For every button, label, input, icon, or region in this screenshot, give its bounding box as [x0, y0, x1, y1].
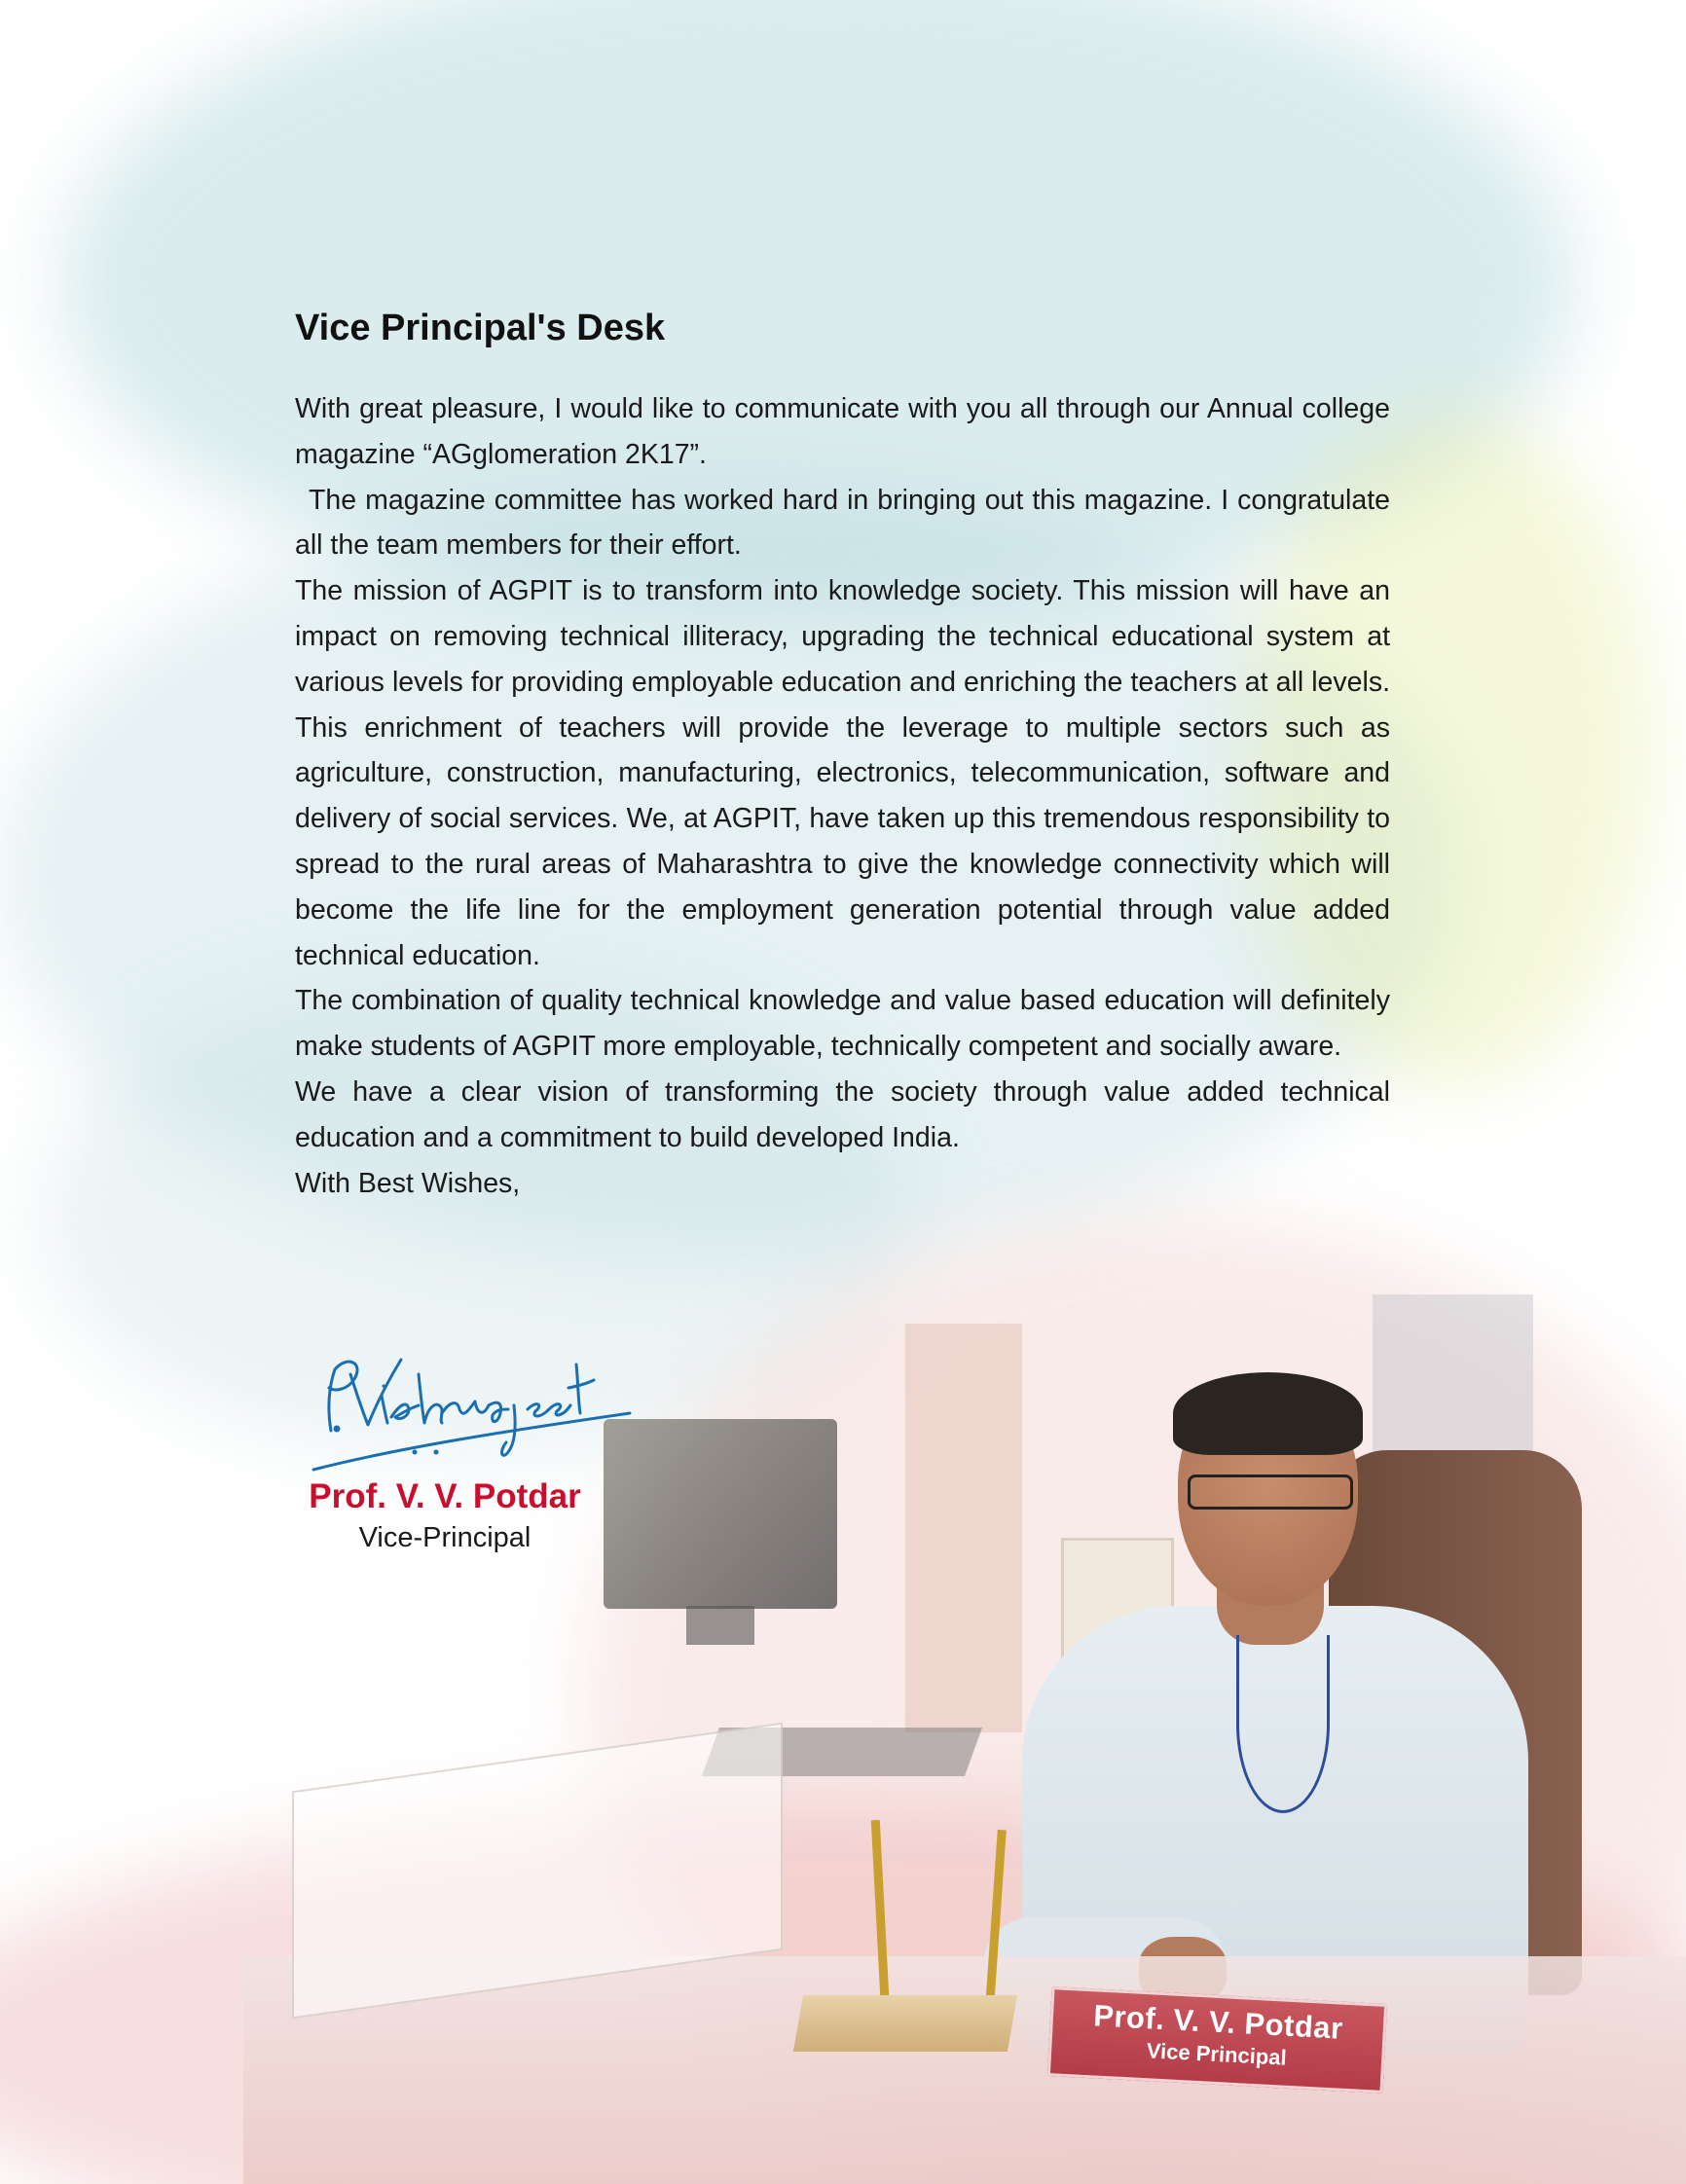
nameplate-role: Vice Principal [1146, 2038, 1288, 2070]
signatory-role: Vice-Principal [358, 1522, 531, 1553]
paragraph: We have a clear vision of transforming the society through value added technical education and a commitment to build developed India. [295, 1075, 1390, 1153]
page-title: Vice Principal's Desk [295, 308, 666, 348]
paragraph: With great pleasure, I would like to communicate with you all through our Annual college magazine “AGglomeration 2K17”. [295, 393, 1390, 470]
closing: With Best Wishes, [295, 1167, 521, 1199]
vice-principal-photo [983, 1372, 1567, 2054]
handwritten-signature [294, 1316, 635, 1472]
letter [295, 308, 1390, 1206]
nameplate-name: Prof. V. V. Potdar [1092, 1998, 1344, 2046]
computer-monitor [604, 1419, 837, 1609]
letter-body [295, 386, 1390, 1206]
nameplate [1047, 1986, 1387, 2093]
paragraph: The combination of quality technical knowledge and value based education will definitely make students of AGPIT more employable, technically competent and socially aware. [295, 985, 1390, 1063]
pen-stand [793, 1995, 1017, 2052]
paragraph: The magazine committee has worked hard in bringing out this magazine. I congratulate all the team members for their effort. [295, 484, 1390, 562]
paragraph: The mission of AGPIT is to transform into knowledge society. This mission will have an impact on removing technical illiteracy, upgrading the technical educational system at various levels for providing employable education and enriching the teachers at all levels. This enrichment of teachers will provide the leverage to multiple sectors such as agriculture, construction, manufacturing, electronics, telecommunication, software and delivery of social services. We, at AGPIT, have taken up this tremendous responsibility to spread to the rural areas of Maharashtra to give the knowledge connectivity which will become the life line for the employment generation potential through value added technical education. [295, 575, 1390, 971]
signatory-name: Prof. V. V. Potdar [309, 1477, 581, 1515]
monitor-stand [686, 1606, 754, 1645]
